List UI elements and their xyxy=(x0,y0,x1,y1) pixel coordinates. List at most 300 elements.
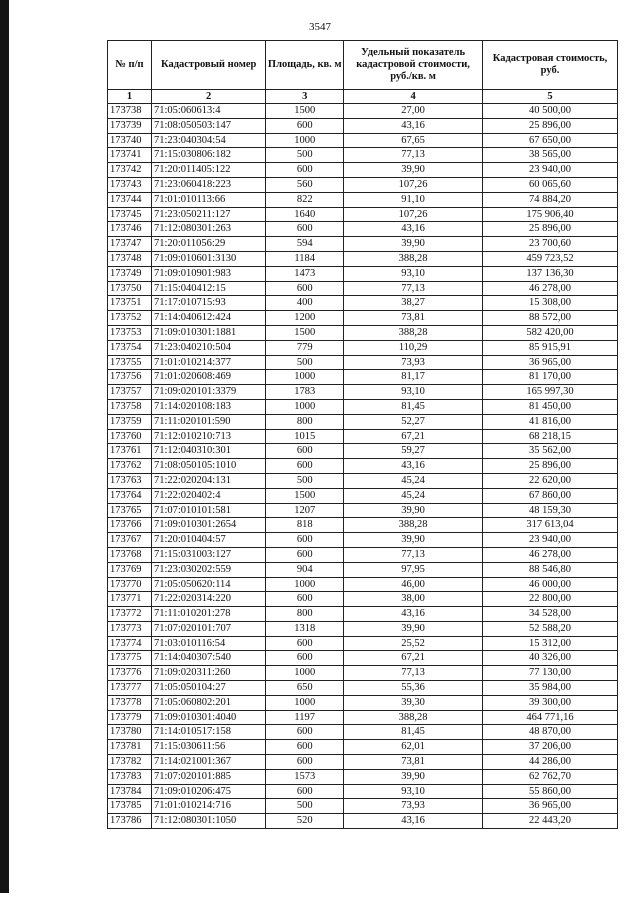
cadastral-number-cell: 71:12:080301:1050 xyxy=(151,814,265,829)
table-row xyxy=(108,192,618,207)
area-cell: 1184 xyxy=(266,251,344,266)
area-cell: 1473 xyxy=(266,266,344,281)
unit-value-cell: 107,26 xyxy=(344,207,483,222)
header-row xyxy=(108,41,618,90)
header-cadastral-value: Кадастровая стоимость, руб. xyxy=(483,41,618,90)
cadastral-number-cell: 71:09:010301:4040 xyxy=(151,710,265,725)
area-cell: 1197 xyxy=(266,710,344,725)
area-cell: 800 xyxy=(266,414,344,429)
page-number: 3547 xyxy=(309,21,331,33)
row-number-cell: 173758 xyxy=(108,399,152,414)
cadastral-number-cell: 71:14:040612:424 xyxy=(151,311,265,326)
unit-value-cell: 77,13 xyxy=(344,148,483,163)
area-cell: 1200 xyxy=(266,311,344,326)
unit-value-cell: 93,10 xyxy=(344,266,483,281)
cadastral-number-cell: 71:23:040304:54 xyxy=(151,133,265,148)
area-cell: 1000 xyxy=(266,695,344,710)
row-number-cell: 173757 xyxy=(108,385,152,400)
cadastral-value-cell: 52 588,20 xyxy=(483,621,618,636)
area-cell: 600 xyxy=(266,444,344,459)
cadastral-number-cell: 71:01:010214:377 xyxy=(151,355,265,370)
row-number-cell: 173778 xyxy=(108,695,152,710)
table-row xyxy=(108,340,618,355)
cadastral-value-cell: 40 500,00 xyxy=(483,104,618,119)
header-cadastral-number: Кадастровый номер xyxy=(151,41,265,90)
area-cell: 600 xyxy=(266,592,344,607)
unit-value-cell: 388,28 xyxy=(344,518,483,533)
table-row xyxy=(108,325,618,340)
table-row xyxy=(108,592,618,607)
area-cell: 500 xyxy=(266,799,344,814)
cadastral-value-cell: 464 771,16 xyxy=(483,710,618,725)
cadastral-value-cell: 175 906,40 xyxy=(483,207,618,222)
cadastral-number-cell: 71:07:010101:581 xyxy=(151,503,265,518)
cadastral-value-cell: 37 206,00 xyxy=(483,740,618,755)
column-number: 2 xyxy=(151,90,265,104)
table-row xyxy=(108,740,618,755)
cadastral-value-cell: 81 170,00 xyxy=(483,370,618,385)
cadastral-number-cell: 71:15:031003:127 xyxy=(151,547,265,562)
row-number-cell: 173786 xyxy=(108,814,152,829)
table-row xyxy=(108,148,618,163)
table-row xyxy=(108,607,618,622)
unit-value-cell: 43,16 xyxy=(344,222,483,237)
unit-value-cell: 39,90 xyxy=(344,163,483,178)
area-cell: 1015 xyxy=(266,429,344,444)
cadastral-number-cell: 71:09:020101:3379 xyxy=(151,385,265,400)
cadastral-value-cell: 81 450,00 xyxy=(483,399,618,414)
unit-value-cell: 59,27 xyxy=(344,444,483,459)
cadastral-value-cell: 582 420,00 xyxy=(483,325,618,340)
table-row xyxy=(108,547,618,562)
cadastral-number-cell: 71:15:040412:15 xyxy=(151,281,265,296)
cadastral-number-cell: 71:09:010206:475 xyxy=(151,784,265,799)
cadastral-number-cell: 71:05:060613:4 xyxy=(151,104,265,119)
table-row xyxy=(108,444,618,459)
row-number-cell: 173782 xyxy=(108,755,152,770)
unit-value-cell: 39,90 xyxy=(344,769,483,784)
cadastral-value-cell: 55 860,00 xyxy=(483,784,618,799)
unit-value-cell: 73,81 xyxy=(344,755,483,770)
cadastral-value-cell: 165 997,30 xyxy=(483,385,618,400)
unit-value-cell: 73,93 xyxy=(344,799,483,814)
cadastral-number-cell: 71:23:040210:504 xyxy=(151,340,265,355)
row-number-cell: 173769 xyxy=(108,562,152,577)
area-cell: 600 xyxy=(266,725,344,740)
cadastral-number-cell: 71:03:010116:54 xyxy=(151,636,265,651)
row-number-cell: 173745 xyxy=(108,207,152,222)
unit-value-cell: 39,30 xyxy=(344,695,483,710)
cadastral-value-cell: 317 613,04 xyxy=(483,518,618,533)
row-number-cell: 173738 xyxy=(108,104,152,119)
cadastral-number-cell: 71:05:050620:114 xyxy=(151,577,265,592)
table-row xyxy=(108,163,618,178)
area-cell: 560 xyxy=(266,177,344,192)
unit-value-cell: 73,81 xyxy=(344,311,483,326)
row-number-cell: 173746 xyxy=(108,222,152,237)
cadastral-value-cell: 46 000,00 xyxy=(483,577,618,592)
unit-value-cell: 39,90 xyxy=(344,503,483,518)
area-cell: 600 xyxy=(266,533,344,548)
area-cell: 1207 xyxy=(266,503,344,518)
table-row xyxy=(108,251,618,266)
cadastral-value-cell: 15 308,00 xyxy=(483,296,618,311)
area-cell: 904 xyxy=(266,562,344,577)
row-number-cell: 173764 xyxy=(108,488,152,503)
cadastral-value-cell: 46 278,00 xyxy=(483,547,618,562)
cadastral-number-cell: 71:23:050211:127 xyxy=(151,207,265,222)
table-row xyxy=(108,681,618,696)
table-row xyxy=(108,695,618,710)
unit-value-cell: 77,13 xyxy=(344,666,483,681)
table-row xyxy=(108,488,618,503)
cadastral-value-cell: 67 860,00 xyxy=(483,488,618,503)
cadastral-value-cell: 15 312,00 xyxy=(483,636,618,651)
cadastral-number-cell: 71:15:030611:56 xyxy=(151,740,265,755)
row-number-cell: 173744 xyxy=(108,192,152,207)
cadastral-number-cell: 71:01:010214:716 xyxy=(151,799,265,814)
area-cell: 600 xyxy=(266,740,344,755)
area-cell: 1573 xyxy=(266,769,344,784)
unit-value-cell: 39,90 xyxy=(344,237,483,252)
table-row xyxy=(108,222,618,237)
unit-value-cell: 55,36 xyxy=(344,681,483,696)
row-number-cell: 173748 xyxy=(108,251,152,266)
area-cell: 1000 xyxy=(266,577,344,592)
area-cell: 1500 xyxy=(266,104,344,119)
table-row xyxy=(108,473,618,488)
cadastral-value-cell: 68 218,15 xyxy=(483,429,618,444)
area-cell: 600 xyxy=(266,118,344,133)
unit-value-cell: 91,10 xyxy=(344,192,483,207)
area-cell: 600 xyxy=(266,459,344,474)
row-number-cell: 173784 xyxy=(108,784,152,799)
row-number-cell: 173781 xyxy=(108,740,152,755)
row-number-cell: 173749 xyxy=(108,266,152,281)
row-number-cell: 173772 xyxy=(108,607,152,622)
unit-value-cell: 46,00 xyxy=(344,577,483,592)
area-cell: 1000 xyxy=(266,666,344,681)
table-row xyxy=(108,266,618,281)
cadastral-value-cell: 88 572,00 xyxy=(483,311,618,326)
cadastral-value-cell: 41 816,00 xyxy=(483,414,618,429)
row-number-cell: 173755 xyxy=(108,355,152,370)
area-cell: 1783 xyxy=(266,385,344,400)
column-number-row xyxy=(108,90,618,104)
area-cell: 500 xyxy=(266,355,344,370)
row-number-cell: 173776 xyxy=(108,666,152,681)
row-number-cell: 173741 xyxy=(108,148,152,163)
cadastral-number-cell: 71:20:011056:29 xyxy=(151,237,265,252)
area-cell: 822 xyxy=(266,192,344,207)
cadastral-value-cell: 88 546,80 xyxy=(483,562,618,577)
table-row xyxy=(108,710,618,725)
area-cell: 600 xyxy=(266,281,344,296)
cadastral-value-cell: 34 528,00 xyxy=(483,607,618,622)
cadastral-number-cell: 71:07:020101:707 xyxy=(151,621,265,636)
row-number-cell: 173740 xyxy=(108,133,152,148)
column-number: 1 xyxy=(108,90,152,104)
cadastral-number-cell: 71:09:010301:1881 xyxy=(151,325,265,340)
cadastral-number-cell: 71:09:010901:983 xyxy=(151,266,265,281)
header-area: Площадь, кв. м xyxy=(266,41,344,90)
header-unit-value: Удельный показатель кадастровой стоимости, руб./кв. м xyxy=(344,41,483,90)
table-row xyxy=(108,562,618,577)
unit-value-cell: 81,17 xyxy=(344,370,483,385)
unit-value-cell: 39,90 xyxy=(344,621,483,636)
cadastral-number-cell: 71:14:010517:158 xyxy=(151,725,265,740)
cadastral-number-cell: 71:22:020204:131 xyxy=(151,473,265,488)
row-number-cell: 173759 xyxy=(108,414,152,429)
area-cell: 600 xyxy=(266,547,344,562)
cadastral-number-cell: 71:08:050503:147 xyxy=(151,118,265,133)
cadastral-value-cell: 62 762,70 xyxy=(483,769,618,784)
row-number-cell: 173765 xyxy=(108,503,152,518)
unit-value-cell: 73,93 xyxy=(344,355,483,370)
cadastral-number-cell: 71:12:040310:301 xyxy=(151,444,265,459)
table-row xyxy=(108,296,618,311)
table-row xyxy=(108,518,618,533)
table-row xyxy=(108,207,618,222)
table-row xyxy=(108,385,618,400)
table-row xyxy=(108,429,618,444)
unit-value-cell: 52,27 xyxy=(344,414,483,429)
area-cell: 779 xyxy=(266,340,344,355)
cadastral-number-cell: 71:12:010210:713 xyxy=(151,429,265,444)
unit-value-cell: 62,01 xyxy=(344,740,483,755)
cadastral-number-cell: 71:05:060802:201 xyxy=(151,695,265,710)
area-cell: 600 xyxy=(266,755,344,770)
unit-value-cell: 38,00 xyxy=(344,592,483,607)
row-number-cell: 173766 xyxy=(108,518,152,533)
area-cell: 650 xyxy=(266,681,344,696)
cadastral-number-cell: 71:14:021001:367 xyxy=(151,755,265,770)
cadastral-value-cell: 459 723,52 xyxy=(483,251,618,266)
cadastral-number-cell: 71:23:060418:223 xyxy=(151,177,265,192)
area-cell: 600 xyxy=(266,784,344,799)
table-row xyxy=(108,636,618,651)
cadastral-number-cell: 71:20:010404:57 xyxy=(151,533,265,548)
unit-value-cell: 43,16 xyxy=(344,118,483,133)
row-number-cell: 173752 xyxy=(108,311,152,326)
table-row xyxy=(108,725,618,740)
area-cell: 600 xyxy=(266,222,344,237)
cadastral-value-cell: 23 940,00 xyxy=(483,163,618,178)
cadastral-number-cell: 71:01:020608:469 xyxy=(151,370,265,385)
area-cell: 600 xyxy=(266,651,344,666)
table-row xyxy=(108,177,618,192)
unit-value-cell: 93,10 xyxy=(344,784,483,799)
unit-value-cell: 81,45 xyxy=(344,399,483,414)
cadastral-value-cell: 67 650,00 xyxy=(483,133,618,148)
area-cell: 600 xyxy=(266,636,344,651)
cadastral-value-cell: 74 884,20 xyxy=(483,192,618,207)
area-cell: 1000 xyxy=(266,133,344,148)
row-number-cell: 173750 xyxy=(108,281,152,296)
table-row xyxy=(108,621,618,636)
cadastral-number-cell: 71:23:030202:559 xyxy=(151,562,265,577)
table-row xyxy=(108,577,618,592)
cadastral-value-cell: 48 870,00 xyxy=(483,725,618,740)
table-body xyxy=(108,104,618,829)
cadastral-number-cell: 71:11:020101:590 xyxy=(151,414,265,429)
unit-value-cell: 45,24 xyxy=(344,488,483,503)
area-cell: 1640 xyxy=(266,207,344,222)
column-number: 5 xyxy=(483,90,618,104)
cadastral-number-cell: 71:11:010201:278 xyxy=(151,607,265,622)
area-cell: 600 xyxy=(266,163,344,178)
row-number-cell: 173785 xyxy=(108,799,152,814)
unit-value-cell: 38,27 xyxy=(344,296,483,311)
row-number-cell: 173779 xyxy=(108,710,152,725)
unit-value-cell: 93,10 xyxy=(344,385,483,400)
cadastral-value-cell: 35 984,00 xyxy=(483,681,618,696)
cadastral-number-cell: 71:14:020108:183 xyxy=(151,399,265,414)
area-cell: 520 xyxy=(266,814,344,829)
table-row xyxy=(108,133,618,148)
cadastral-value-cell: 60 065,60 xyxy=(483,177,618,192)
cadastral-value-cell: 35 562,00 xyxy=(483,444,618,459)
area-cell: 1318 xyxy=(266,621,344,636)
row-number-cell: 173774 xyxy=(108,636,152,651)
table-row xyxy=(108,799,618,814)
unit-value-cell: 388,28 xyxy=(344,325,483,340)
row-number-cell: 173760 xyxy=(108,429,152,444)
unit-value-cell: 27,00 xyxy=(344,104,483,119)
unit-value-cell: 107,26 xyxy=(344,177,483,192)
table-row xyxy=(108,769,618,784)
table-row xyxy=(108,533,618,548)
unit-value-cell: 43,16 xyxy=(344,607,483,622)
cadastral-number-cell: 71:01:010113:66 xyxy=(151,192,265,207)
cadastral-value-cell: 77 130,00 xyxy=(483,666,618,681)
cadastral-value-cell: 22 443,20 xyxy=(483,814,618,829)
cadastral-number-cell: 71:07:020101:885 xyxy=(151,769,265,784)
table-row xyxy=(108,784,618,799)
area-cell: 1000 xyxy=(266,370,344,385)
cadastral-value-table xyxy=(107,40,618,829)
cadastral-value-cell: 137 136,30 xyxy=(483,266,618,281)
table-row xyxy=(108,237,618,252)
column-number: 4 xyxy=(344,90,483,104)
row-number-cell: 173767 xyxy=(108,533,152,548)
cadastral-number-cell: 71:15:030806:182 xyxy=(151,148,265,163)
cadastral-value-cell: 22 800,00 xyxy=(483,592,618,607)
area-cell: 594 xyxy=(266,237,344,252)
cadastral-number-cell: 71:22:020314:220 xyxy=(151,592,265,607)
row-number-cell: 173754 xyxy=(108,340,152,355)
cadastral-number-cell: 71:14:040307:540 xyxy=(151,651,265,666)
unit-value-cell: 81,45 xyxy=(344,725,483,740)
row-number-cell: 173780 xyxy=(108,725,152,740)
row-number-cell: 173771 xyxy=(108,592,152,607)
cadastral-number-cell: 71:05:050104:27 xyxy=(151,681,265,696)
row-number-cell: 173753 xyxy=(108,325,152,340)
cadastral-number-cell: 71:08:050105:1010 xyxy=(151,459,265,474)
row-number-cell: 173763 xyxy=(108,473,152,488)
table-row xyxy=(108,666,618,681)
cadastral-value-cell: 25 896,00 xyxy=(483,222,618,237)
cadastral-value-cell: 36 965,00 xyxy=(483,799,618,814)
cadastral-value-cell: 36 965,00 xyxy=(483,355,618,370)
cadastral-value-cell: 25 896,00 xyxy=(483,459,618,474)
table-row xyxy=(108,651,618,666)
cadastral-number-cell: 71:09:010301:2654 xyxy=(151,518,265,533)
row-number-cell: 173756 xyxy=(108,370,152,385)
cadastral-value-cell: 48 159,30 xyxy=(483,503,618,518)
row-number-cell: 173739 xyxy=(108,118,152,133)
cadastral-value-cell: 38 565,00 xyxy=(483,148,618,163)
row-number-cell: 173762 xyxy=(108,459,152,474)
row-number-cell: 173742 xyxy=(108,163,152,178)
area-cell: 1500 xyxy=(266,325,344,340)
table-row xyxy=(108,755,618,770)
unit-value-cell: 110,29 xyxy=(344,340,483,355)
row-number-cell: 173777 xyxy=(108,681,152,696)
table-row xyxy=(108,281,618,296)
unit-value-cell: 45,24 xyxy=(344,473,483,488)
row-number-cell: 173747 xyxy=(108,237,152,252)
cadastral-number-cell: 71:09:020311:260 xyxy=(151,666,265,681)
area-cell: 818 xyxy=(266,518,344,533)
unit-value-cell: 25,52 xyxy=(344,636,483,651)
table-row xyxy=(108,814,618,829)
unit-value-cell: 43,16 xyxy=(344,459,483,474)
row-number-cell: 173773 xyxy=(108,621,152,636)
row-number-cell: 173783 xyxy=(108,769,152,784)
cadastral-number-cell: 71:12:080301:263 xyxy=(151,222,265,237)
unit-value-cell: 67,65 xyxy=(344,133,483,148)
cadastral-value-cell: 23 700,60 xyxy=(483,237,618,252)
cadastral-number-cell: 71:17:010715:93 xyxy=(151,296,265,311)
cadastral-value-cell: 40 326,00 xyxy=(483,651,618,666)
row-number-cell: 173775 xyxy=(108,651,152,666)
unit-value-cell: 39,90 xyxy=(344,533,483,548)
table-row xyxy=(108,355,618,370)
table-row xyxy=(108,118,618,133)
scan-edge xyxy=(0,0,9,893)
area-cell: 400 xyxy=(266,296,344,311)
table-row xyxy=(108,104,618,119)
row-number-cell: 173770 xyxy=(108,577,152,592)
unit-value-cell: 388,28 xyxy=(344,710,483,725)
column-number: 3 xyxy=(266,90,344,104)
unit-value-cell: 388,28 xyxy=(344,251,483,266)
table-row xyxy=(108,370,618,385)
header-row-number: № п/п xyxy=(108,41,152,90)
area-cell: 800 xyxy=(266,607,344,622)
cadastral-value-cell: 23 940,00 xyxy=(483,533,618,548)
cadastral-number-cell: 71:22:020402:4 xyxy=(151,488,265,503)
cadastral-value-cell: 39 300,00 xyxy=(483,695,618,710)
unit-value-cell: 97,95 xyxy=(344,562,483,577)
cadastral-value-cell: 85 915,91 xyxy=(483,340,618,355)
cadastral-number-cell: 71:09:010601:3130 xyxy=(151,251,265,266)
unit-value-cell: 67,21 xyxy=(344,651,483,666)
table-row xyxy=(108,459,618,474)
row-number-cell: 173743 xyxy=(108,177,152,192)
unit-value-cell: 67,21 xyxy=(344,429,483,444)
unit-value-cell: 77,13 xyxy=(344,281,483,296)
cadastral-value-cell: 46 278,00 xyxy=(483,281,618,296)
cadastral-value-cell: 22 620,00 xyxy=(483,473,618,488)
unit-value-cell: 77,13 xyxy=(344,547,483,562)
cadastral-value-cell: 25 896,00 xyxy=(483,118,618,133)
row-number-cell: 173751 xyxy=(108,296,152,311)
row-number-cell: 173768 xyxy=(108,547,152,562)
cadastral-value-cell: 44 286,00 xyxy=(483,755,618,770)
area-cell: 1500 xyxy=(266,488,344,503)
